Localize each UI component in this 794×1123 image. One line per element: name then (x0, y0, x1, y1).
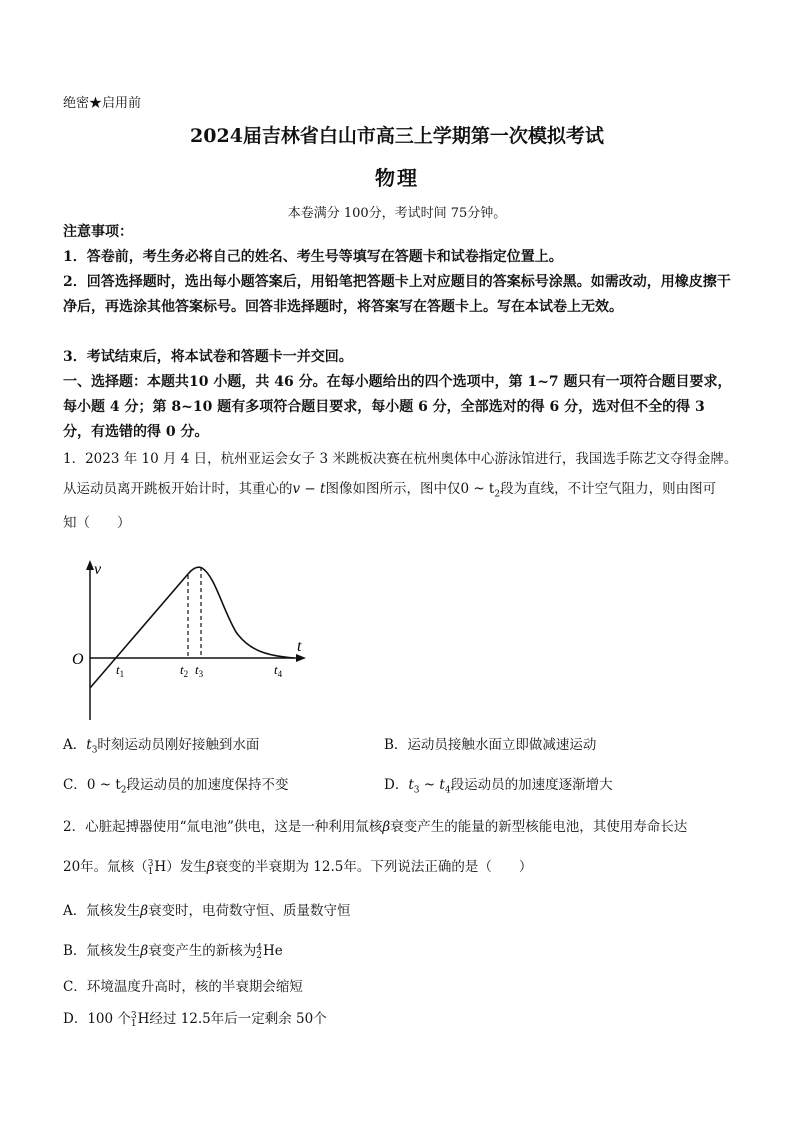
t-axis-arrow (296, 654, 306, 662)
q1-line1: 1．2023 年 10 月 4 日，杭州亚运会女子 3 米跳板决赛在杭州奥体中心游泳馆进行，我国选手陈艺文夺得金牌。 (63, 451, 738, 467)
t-label: t (297, 638, 302, 655)
q2-option-c[interactable]: C．环境温度升高时，核的半衰期会缩短 (63, 979, 303, 995)
q1-option-d[interactable]: D．$t_3$ ~ $t_4$段运动员的加速度逐渐增大 (384, 777, 613, 796)
t3-label: $t_3$ (195, 662, 204, 679)
notice-heading: 注意事项： (63, 224, 133, 240)
section-heading: 一、选择题：本题共10 小题，共 46 分。在每小题给出的四个选项中，第 1~7 题只有一项符合题目要求，每小题 4 分；第 8~10 题有多项符合题目要求，每小题 6 分，全部选对的得 6 分，选对但不全的得 3 分，有选错的得 0 分。 (63, 374, 732, 440)
q1-option-c[interactable]: C．0 ~ $t_2$段运动员的加速度保持不变 (63, 777, 289, 796)
t2-label: $t_2$ (180, 662, 189, 679)
v-label: v (94, 561, 102, 578)
subject-title: 物理 (375, 166, 419, 190)
q2-option-b[interactable]: B．氚核发生β衰变产生的新核为 4 2 He (63, 942, 283, 961)
q2-line1: 2．心脏起搏器使用“氚电池”供电，这是一种利用氚核β衰变产生的能量的新型核能电池，其使用寿命长达 (63, 819, 688, 835)
notice-item-1: 1．答卷前，考生务必将自己的姓名、考生号等填写在答题卡和试卷指定位置上。 (63, 249, 563, 265)
q1-option-a[interactable]: A．$t_3$时刻运动员刚好接触到水面 (63, 737, 260, 756)
v-axis-arrow (86, 560, 94, 570)
score-info: 本卷满分 100分，考试时间 75分钟。 (287, 206, 507, 221)
confidential-tag: 绝密★启用前 (63, 96, 142, 111)
t1-label: $t_1$ (116, 662, 125, 679)
q1-line2: 从运动员离开跳板开始计时，其重心的v − t图像如图所示，图中仅0 ~ $t_2$段为直线，不计空气阻力，则由图可 (63, 481, 717, 500)
q2-option-d[interactable]: D．100 个 3 1 H经过 12.5年后一定剩余 50个 (63, 1010, 327, 1029)
q2-line2: 20年。氚核（ 3 1 H）发生β衰变的半衰期为 12.5年。下列说法正确的是（ ） (63, 858, 533, 877)
q1-vt-graph (60, 548, 320, 728)
q2-option-a[interactable]: A．氚核发生β衰变时，电荷数守恒、质量数守恒 (63, 903, 351, 919)
notice-item-2: 2．回答选择题时，选出每小题答案后，用铅笔把答题卡上对应题目的答案标号涂黑。如需改动，用橡皮擦干净后，再选涂其他答案标号。回答非选择题时，将答案写在答题卡上。写在本试卷上无效。 (63, 274, 731, 315)
q1-option-b[interactable]: B．运动员接触水面立即做减速运动 (384, 737, 597, 753)
t4-label: $t_4$ (274, 662, 283, 679)
origin-label: O (72, 651, 84, 668)
notice-item-3: 3．考试结束后，将本试卷和答题卡一并交回。 (63, 349, 353, 365)
q1-line3: 知（ ） (63, 515, 131, 531)
exam-title: 2024届吉林省白山市高三上学期第一次模拟考试 (190, 125, 604, 147)
